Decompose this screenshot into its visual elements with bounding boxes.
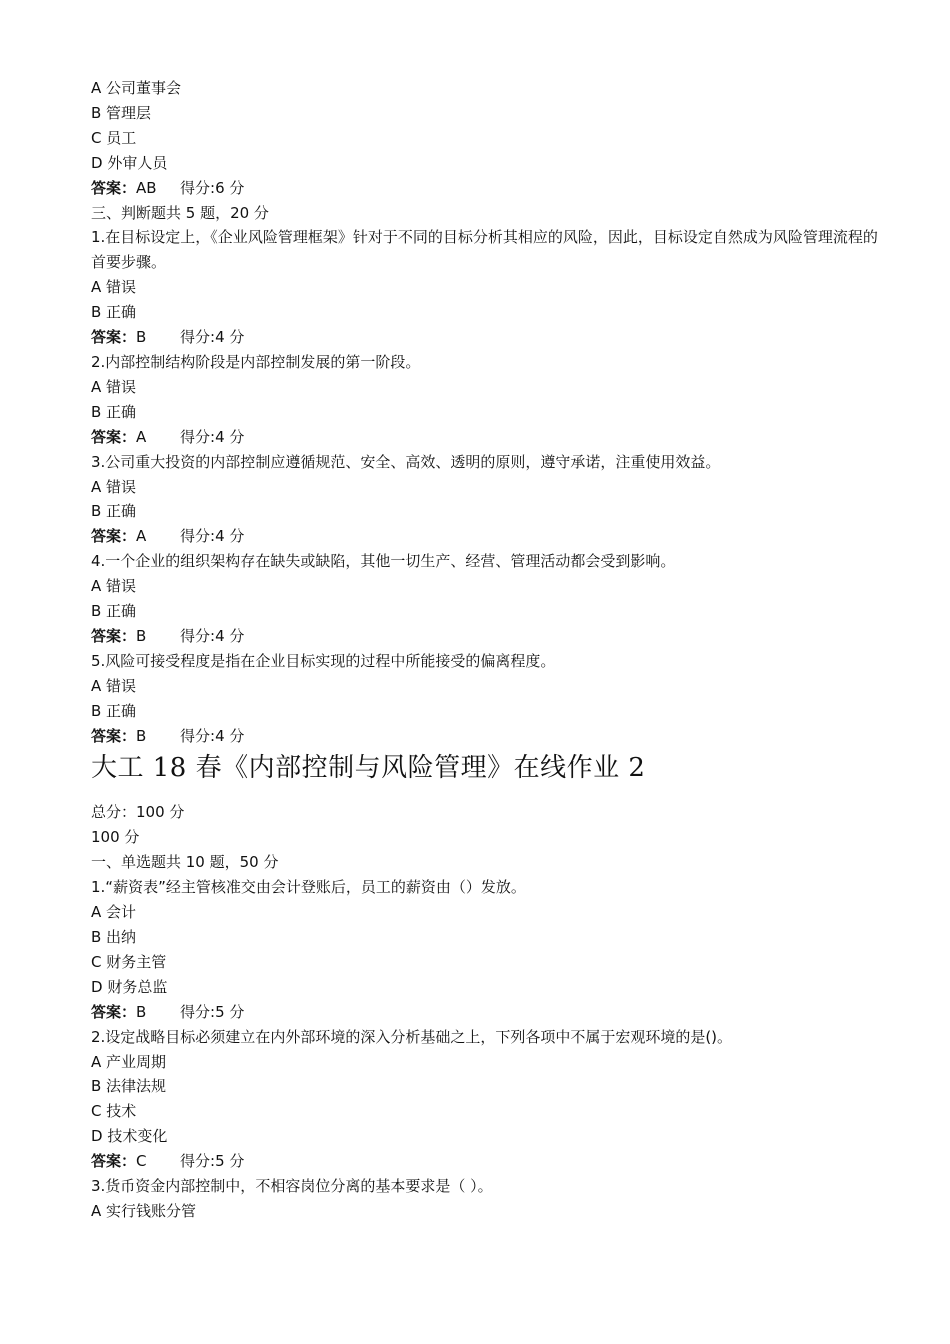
answer-line	[91, 724, 891, 749]
option-line: B 正确	[91, 303, 137, 322]
score-text: 得分:4 分	[180, 726, 245, 745]
option-line: B 正确	[91, 402, 137, 421]
answer-value: A	[136, 427, 147, 446]
total-score-value: 100 分	[91, 828, 140, 847]
question-text: 4.一个企业的组织架构存在缺失或缺陷，其他一切生产、经营、管理活动都会受到影响。	[91, 552, 676, 571]
option-line: D 财务总监	[91, 977, 168, 996]
answer-value: B	[136, 626, 147, 645]
document-page	[91, 76, 891, 1224]
answer-value: B	[136, 726, 147, 745]
option-line: C 财务主管	[91, 952, 167, 971]
option-line: D 外审人员	[91, 153, 168, 172]
section-header: 三、判断题共 5 题，20 分	[91, 203, 269, 222]
question-text: 1.在目标设定上，《企业风险管理框架》针对于不同的目标分析其相应的风险，因此，目标设定自然成为风险管理流程的首要步骤。	[91, 228, 878, 272]
question-text: 1.“薪资表”经主管核准交由会计登账后，员工的薪资由（）发放。	[91, 878, 526, 897]
total-score-label: 总分：100 分	[91, 803, 185, 822]
question-text: 3.公司重大投资的内部控制应遵循规范、安全、高效、透明的原则，遵守承诺，注重使用效益。	[91, 452, 721, 471]
answer-label: 答案：	[91, 328, 137, 347]
question-text: 2.内部控制结构阶段是内部控制发展的第一阶段。	[91, 352, 421, 371]
question-text: 3.货币资金内部控制中，不相容岗位分离的基本要求是（ ）。	[91, 1177, 493, 1196]
answer-label: 答案：	[91, 626, 137, 645]
option-line: A 公司董事会	[91, 79, 182, 97]
option-line: A 错误	[91, 477, 137, 496]
question-text: 2.设定战略目标必须建立在内外部环境的深入分析基础之上，下列各项中不属于宏观环境的是()。	[91, 1027, 733, 1046]
score-text: 得分:4 分	[180, 626, 245, 645]
option-line: B 正确	[91, 701, 137, 720]
answer-line	[91, 524, 891, 549]
answer-label: 答案：	[91, 427, 137, 446]
answer-value: B	[136, 1002, 147, 1021]
score-text: 得分:5 分	[180, 1152, 245, 1171]
score-text: 得分:6 分	[180, 178, 245, 197]
option-line: A 错误	[91, 278, 137, 297]
option-line: B 出纳	[91, 928, 137, 946]
option-line: A 产业周期	[91, 1052, 167, 1071]
answer-line	[91, 1149, 891, 1174]
answer-value: B	[136, 328, 147, 347]
section-header: 一、单选题共 10 题，50 分	[91, 853, 279, 872]
score-text: 得分:5 分	[180, 1002, 245, 1021]
score-text: 得分:4 分	[180, 527, 245, 546]
score-text: 得分:4 分	[180, 427, 245, 446]
answer-value: AB	[136, 178, 157, 197]
option-line: B 管理层	[91, 103, 152, 122]
answer-label: 答案：	[91, 726, 137, 745]
option-line: A 错误	[91, 377, 137, 396]
answer-line	[91, 1000, 891, 1025]
option-line: A 错误	[91, 676, 137, 695]
answer-label: 答案：	[91, 178, 137, 197]
option-line: A 错误	[91, 577, 137, 596]
answer-label: 答案：	[91, 1152, 137, 1171]
answer-label: 答案：	[91, 1002, 137, 1021]
assignment-title: 大工 18 春《内部控制与风险管理》在线作业 2	[91, 753, 646, 784]
option-line: B 正确	[91, 602, 137, 621]
option-line: C 员工	[91, 128, 137, 147]
answer-line	[91, 176, 891, 201]
option-line: A 实行钱账分管	[91, 1201, 197, 1220]
answer-line	[91, 425, 891, 450]
option-line: C 技术	[91, 1102, 137, 1121]
answer-line	[91, 624, 891, 649]
option-line: B 法律法规	[91, 1077, 167, 1096]
answer-label: 答案：	[91, 527, 137, 546]
option-line: D 技术变化	[91, 1127, 168, 1146]
answer-line	[91, 325, 891, 350]
score-text: 得分:4 分	[180, 328, 245, 347]
question-text: 5.风险可接受程度是指在企业目标实现的过程中所能接受的偏离程度。	[91, 651, 556, 670]
answer-value: C	[136, 1152, 147, 1171]
option-line: A 会计	[91, 903, 137, 922]
answer-value: A	[136, 527, 147, 546]
option-line: B 正确	[91, 502, 137, 521]
